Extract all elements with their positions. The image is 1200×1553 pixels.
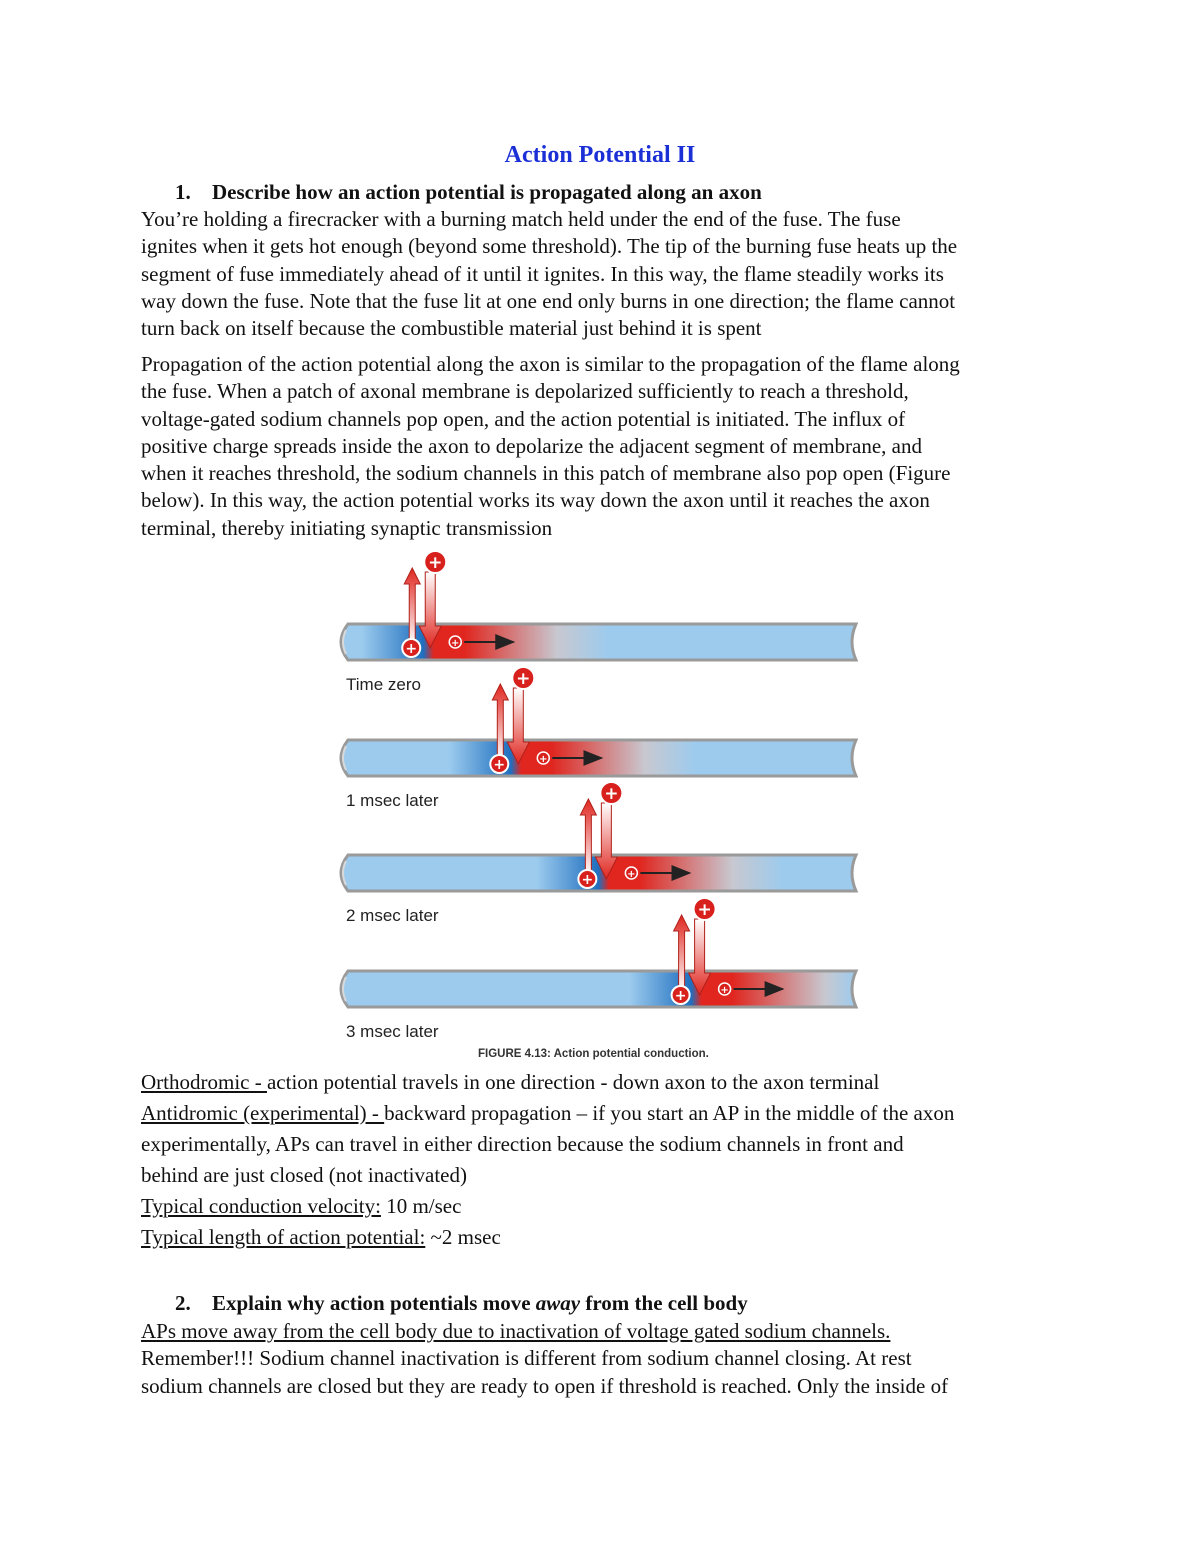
paragraph-line: below). In this way, the action potential works its way down the axon until it reaches the axon bbox=[141, 488, 930, 513]
question-2-heading bbox=[175, 1291, 748, 1316]
paragraph-line: positive charge spreads inside the axon to depolarize the adjacent segment of membrane, and bbox=[141, 433, 922, 458]
paragraph-line: when it reaches threshold, the sodium channels in this patch of membrane also pop open (Figure bbox=[141, 461, 951, 486]
panel-time-label: Time zero bbox=[346, 675, 421, 694]
paragraph-line: the fuse. When a patch of axonal membrane is depolarized sufficiently to reach a threshold, bbox=[141, 379, 909, 404]
axon-conduction-diagram bbox=[330, 552, 870, 1064]
plus-symbol: + bbox=[604, 784, 619, 804]
question-2-emphasis: away bbox=[535, 1291, 581, 1315]
answer-underlined: APs move away from the cell body due to inactivation of voltage gated sodium channels. bbox=[141, 1319, 891, 1343]
plus-symbol: + bbox=[516, 669, 531, 689]
paragraph-line: voltage-gated sodium channels pop open, and the action potential is initiated. The influx of bbox=[141, 406, 906, 431]
antidromic-line-3: behind are just closed (not inactivated) bbox=[141, 1163, 467, 1187]
plus-symbol: + bbox=[581, 872, 594, 888]
plus-symbol: + bbox=[720, 985, 729, 996]
antidromic-line bbox=[141, 1098, 1071, 1129]
orthodromic-definition: action potential travels in one direction - down axon to the axon terminal bbox=[266, 1070, 880, 1094]
antidromic-term: Antidromic (experimental) - bbox=[141, 1101, 385, 1125]
answer-line: sodium channels are closed but they are ready to open if threshold is reached. Only the inside of bbox=[141, 1373, 949, 1398]
answer-line: Remember!!! Sodium channel inactivation is different from sodium channel closing. At rest bbox=[141, 1346, 912, 1371]
plus-symbol: + bbox=[627, 869, 636, 880]
question-1-heading bbox=[175, 180, 762, 205]
plus-symbol: + bbox=[674, 988, 687, 1004]
question-2-answer bbox=[141, 1318, 1066, 1400]
paragraph-line: terminal, thereby initiating synaptic transmission bbox=[141, 515, 553, 540]
plus-symbol: + bbox=[451, 638, 460, 649]
velocity-term: Typical conduction velocity: bbox=[141, 1194, 381, 1218]
action-potential-figure bbox=[330, 552, 870, 1064]
definitions-block bbox=[141, 1067, 1071, 1253]
firecracker-paragraph bbox=[141, 206, 1066, 342]
plus-symbol: + bbox=[697, 900, 712, 920]
figure-caption: FIGURE 4.13: Action potential conduction. bbox=[478, 1048, 709, 1060]
length-line bbox=[141, 1222, 1071, 1253]
panel-time-label: 3 msec later bbox=[346, 1022, 439, 1041]
paragraph-line: way down the fuse. Note that the fuse lit at one end only burns in one direction; the flame cannot bbox=[141, 288, 956, 313]
axon-panel bbox=[341, 552, 856, 694]
question-2-text-end: from the cell body bbox=[580, 1291, 748, 1315]
propagation-paragraph bbox=[141, 351, 1066, 542]
orthodromic-term: Orthodromic - bbox=[141, 1070, 267, 1094]
plus-symbol: + bbox=[539, 754, 548, 765]
plus-symbol: + bbox=[428, 553, 443, 573]
plus-symbol: + bbox=[405, 641, 418, 657]
question-2-text: Explain why action potentials move bbox=[212, 1291, 536, 1315]
antidromic-definition: backward propagation – if you start an AP in the middle of the axon bbox=[384, 1101, 955, 1125]
question-1-text: Describe how an action potential is propagated along an axon bbox=[212, 180, 762, 204]
question-2-number: 2. bbox=[175, 1291, 191, 1315]
paragraph-line: segment of fuse immediately ahead of it until it ignites. In this way, the flame steadily works its bbox=[141, 261, 944, 286]
panel-time-label: 1 msec later bbox=[346, 791, 439, 810]
paragraph-line: turn back on itself because the combustible material just behind it is spent bbox=[141, 316, 762, 341]
velocity-value: 10 m/sec bbox=[380, 1194, 462, 1218]
length-value: ~2 msec bbox=[425, 1225, 501, 1249]
length-term: Typical length of action potential: bbox=[141, 1225, 426, 1249]
plus-symbol: + bbox=[493, 757, 506, 773]
page-title: Action Potential II bbox=[504, 142, 696, 168]
orthodromic-line bbox=[141, 1067, 1071, 1098]
panel-time-label: 2 msec later bbox=[346, 906, 439, 925]
question-1-number: 1. bbox=[175, 180, 191, 204]
paragraph-line: ignites when it gets hot enough (beyond some threshold). The tip of the burning fuse heats up the bbox=[141, 234, 958, 259]
paragraph-line: You’re holding a firecracker with a burning match held under the end of the fuse. The fuse bbox=[141, 207, 901, 231]
paragraph-line: Propagation of the action potential along the axon is similar to the propagation of the flame along bbox=[141, 352, 960, 376]
antidromic-line-2: experimentally, APs can travel in either direction because the sodium channels in front and bbox=[141, 1132, 904, 1156]
velocity-line bbox=[141, 1191, 1071, 1222]
